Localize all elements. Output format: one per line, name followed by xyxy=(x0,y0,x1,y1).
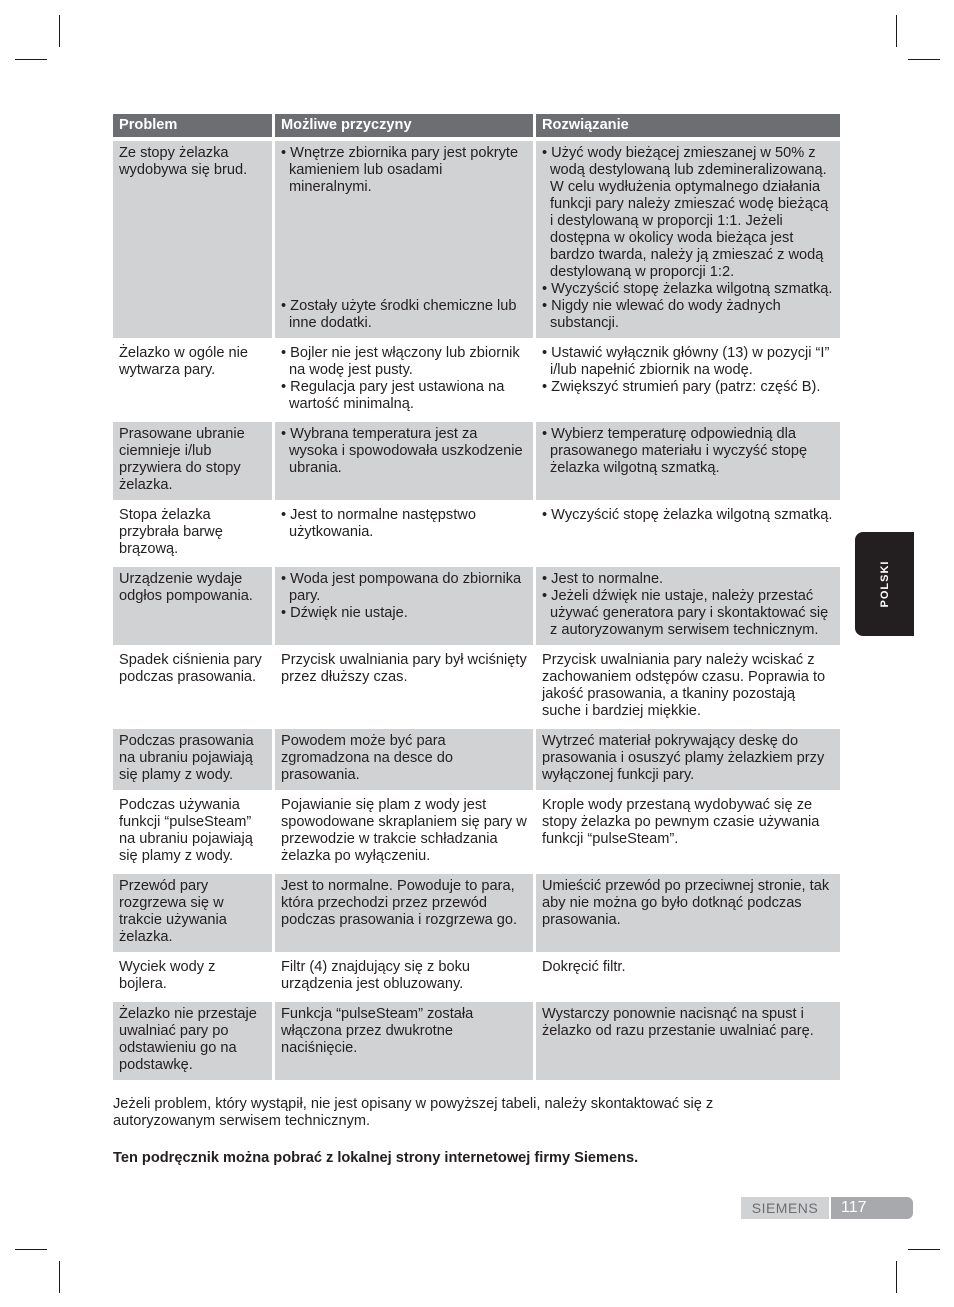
problem-text: Spadek ciśnienia pary podczas prasowania. xyxy=(119,652,262,685)
problem-cell xyxy=(113,338,272,419)
contact-note: Jeżeli problem, który wystąpił, nie jest opisany w powyższej tabeli, należy skontaktować się z autoryzowanym serwisem technicznym. xyxy=(113,1096,714,1129)
solution-cell: Krople wody przestaną wydobywać się ze stopy żelazka po pewnym czasie używania funkcji “pulseSteam”. xyxy=(533,790,840,871)
solution-cell: Dokręcić filtr. xyxy=(533,952,840,999)
solution-cell xyxy=(533,564,840,645)
problem-cell xyxy=(113,564,272,645)
solution-item: • Ustawić wyłącznik główny (13) w pozycji “I” i/lub napełnić zbiornik na wodę. xyxy=(542,345,834,379)
problem-text: Stopa żelazka przybrała barwę brązową. xyxy=(119,507,223,557)
solution-item: • Jest to normalne. xyxy=(542,571,834,588)
header-problem: Problem xyxy=(113,114,272,137)
problem-cell xyxy=(113,999,272,1080)
table-row xyxy=(113,137,840,338)
table-row xyxy=(113,726,840,790)
crop-mark xyxy=(896,15,897,47)
solution-item: • Jeżeli dźwięk nie ustaje, należy przestać używać generatora pary i skontaktować się z autoryzowanym serwisem technicznym. xyxy=(542,588,834,639)
causes-cell xyxy=(272,500,533,564)
solution-item: • Wybierz temperaturę odpowiednią dla prasowanego materiału i wyczyść stopę żelazka wilgotną szmatką. xyxy=(542,426,834,477)
causes-cell xyxy=(272,419,533,500)
causes-cell: Pojawianie się plam z wody jest spowodowane skraplaniem się pary w przewodzie w trakcie schładzania żelazka po wyłączeniu. xyxy=(272,790,533,871)
crop-mark xyxy=(15,59,47,60)
crop-mark xyxy=(15,1249,47,1250)
table-row xyxy=(113,338,840,419)
table-row xyxy=(113,952,840,999)
problem-cell xyxy=(113,137,272,338)
language-tab-label: POLSKI xyxy=(878,560,891,608)
cause-item: • Jest to normalne następstwo użytkowania. xyxy=(281,507,527,541)
cause-item: • Woda jest pompowana do zbiornika pary. xyxy=(281,571,527,605)
language-tab xyxy=(855,532,914,636)
header-solution: Rozwiązanie xyxy=(533,114,840,137)
solution-cell: Wystarczy ponownie nacisnąć na spust i żelazko od razu przestanie uwalniać parę. xyxy=(533,999,840,1080)
problem-text: Ze stopy żelazka wydobywa się brud. xyxy=(119,145,248,178)
cause-item: • Dźwięk nie ustaje. xyxy=(281,605,527,622)
problem-text: Urządzenie wydaje odgłos pompowania. xyxy=(119,571,253,604)
solution-cell xyxy=(533,419,840,500)
page-number: 117 xyxy=(831,1197,913,1219)
solution-item: • Użyć wody bieżącej zmieszanej w 50% z wodą destylowaną lub zdemineralizowaną. W celu wydłużenia optymalnego działania funkcji pary należy zmieszać wodę bieżącą i destylowaną w proporcji 1:1. Jeżeli dostępna w okolicy woda bieżąca jest bardzo twarda, należy ją zmieszać z wodą destylowaną w proporcji 1:2. xyxy=(542,145,834,281)
solution-item: • Nigdy nie wlewać do wody żadnych substancji. xyxy=(542,298,834,332)
table-header-row xyxy=(113,114,840,137)
cause-item: • Bojler nie jest włączony lub zbiornik na wodę jest pusty. xyxy=(281,345,527,379)
crop-mark xyxy=(908,1249,940,1250)
solution-item: • Wyczyścić stopę żelazka wilgotną szmatką. xyxy=(542,507,834,524)
causes-cell xyxy=(272,564,533,645)
causes-cell xyxy=(272,338,533,419)
solution-item: • Wyczyścić stopę żelazka wilgotną szmatką. xyxy=(542,281,834,298)
troubleshooting-table xyxy=(113,114,840,1080)
table-row xyxy=(113,871,840,952)
cause-item: • Zostały użyte środki chemiczne lub inne dodatki. xyxy=(281,298,527,332)
table-row xyxy=(113,564,840,645)
solution-cell: Wytrzeć materiał pokrywający deskę do prasowania i osuszyć plamy żelazkiem przy wyłączonej funkcji pary. xyxy=(533,726,840,790)
causes-cell: Filtr (4) znajdujący się z boku urządzenia jest obluzowany. xyxy=(272,952,533,999)
problem-text: Podczas używania funkcji “pulseSteam” na ubraniu pojawiają się plamy z wody. xyxy=(119,797,253,864)
cause-item: • Wybrana temperatura jest za wysoka i spowodowała uszkodzenie ubrania. xyxy=(281,426,527,477)
problem-cell xyxy=(113,790,272,871)
problem-text: Wyciek wody z bojlera. xyxy=(119,959,216,992)
causes-cell: Jest to normalne. Powoduje to para, która przechodzi przez przewód podczas prasowania i rozgrzewa go. xyxy=(272,871,533,952)
solution-cell: Przycisk uwalniania pary należy wciskać z zachowaniem odstępów czasu. Poprawia to jakość prasowania, a tkaniny pozostają suche i bardziej miękkie. xyxy=(533,645,840,726)
problem-text: Przewód pary rozgrzewa się w trakcie używania żelazka. xyxy=(119,878,227,945)
spacer xyxy=(281,196,527,298)
download-note: Ten podręcznik można pobrać z lokalnej strony internetowej firmy Siemens. xyxy=(113,1150,639,1166)
crop-mark xyxy=(59,1261,60,1293)
table-row xyxy=(113,999,840,1080)
problem-text: Żelazko nie przestaje uwalniać pary po odstawieniu go na podstawkę. xyxy=(119,1006,257,1073)
header-causes: Możliwe przyczyny xyxy=(272,114,533,137)
causes-cell xyxy=(272,137,533,338)
cause-item: • Wnętrze zbiornika pary jest pokryte kamieniem lub osadami mineralnymi. xyxy=(281,145,527,196)
problem-cell xyxy=(113,726,272,790)
problem-text: Podczas prasowania na ubraniu pojawiają się plamy z wody. xyxy=(119,733,254,783)
crop-mark xyxy=(59,15,60,47)
problem-text: Żelazko w ogóle nie wytwarza pary. xyxy=(119,345,248,378)
problem-cell xyxy=(113,645,272,726)
table-row xyxy=(113,645,840,726)
problem-cell xyxy=(113,419,272,500)
solution-cell xyxy=(533,500,840,564)
causes-cell: Przycisk uwalniania pary był wciśnięty przez dłuższy czas. xyxy=(272,645,533,726)
table-row xyxy=(113,790,840,871)
causes-cell: Powodem może być para zgromadzona na desce do prasowania. xyxy=(272,726,533,790)
problem-cell xyxy=(113,871,272,952)
causes-cell: Funkcja “pulseSteam” została włączona przez dwukrotne naciśnięcie. xyxy=(272,999,533,1080)
cause-item: • Regulacja pary jest ustawiona na wartość minimalną. xyxy=(281,379,527,413)
solution-cell xyxy=(533,137,840,338)
footer-brand: SIEMENS xyxy=(741,1197,829,1219)
crop-mark xyxy=(908,59,940,60)
problem-text: Prasowane ubranie ciemnieje i/lub przywiera do stopy żelazka. xyxy=(119,426,245,493)
problem-cell xyxy=(113,500,272,564)
solution-cell: Umieścić przewód po przeciwnej stronie, tak aby nie można go było dotknąć podczas prasowania. xyxy=(533,871,840,952)
solution-item: • Zwiększyć strumień pary (patrz: część B). xyxy=(542,379,834,396)
crop-mark xyxy=(896,1261,897,1293)
table-row xyxy=(113,500,840,564)
solution-cell xyxy=(533,338,840,419)
table-row xyxy=(113,419,840,500)
problem-cell xyxy=(113,952,272,999)
